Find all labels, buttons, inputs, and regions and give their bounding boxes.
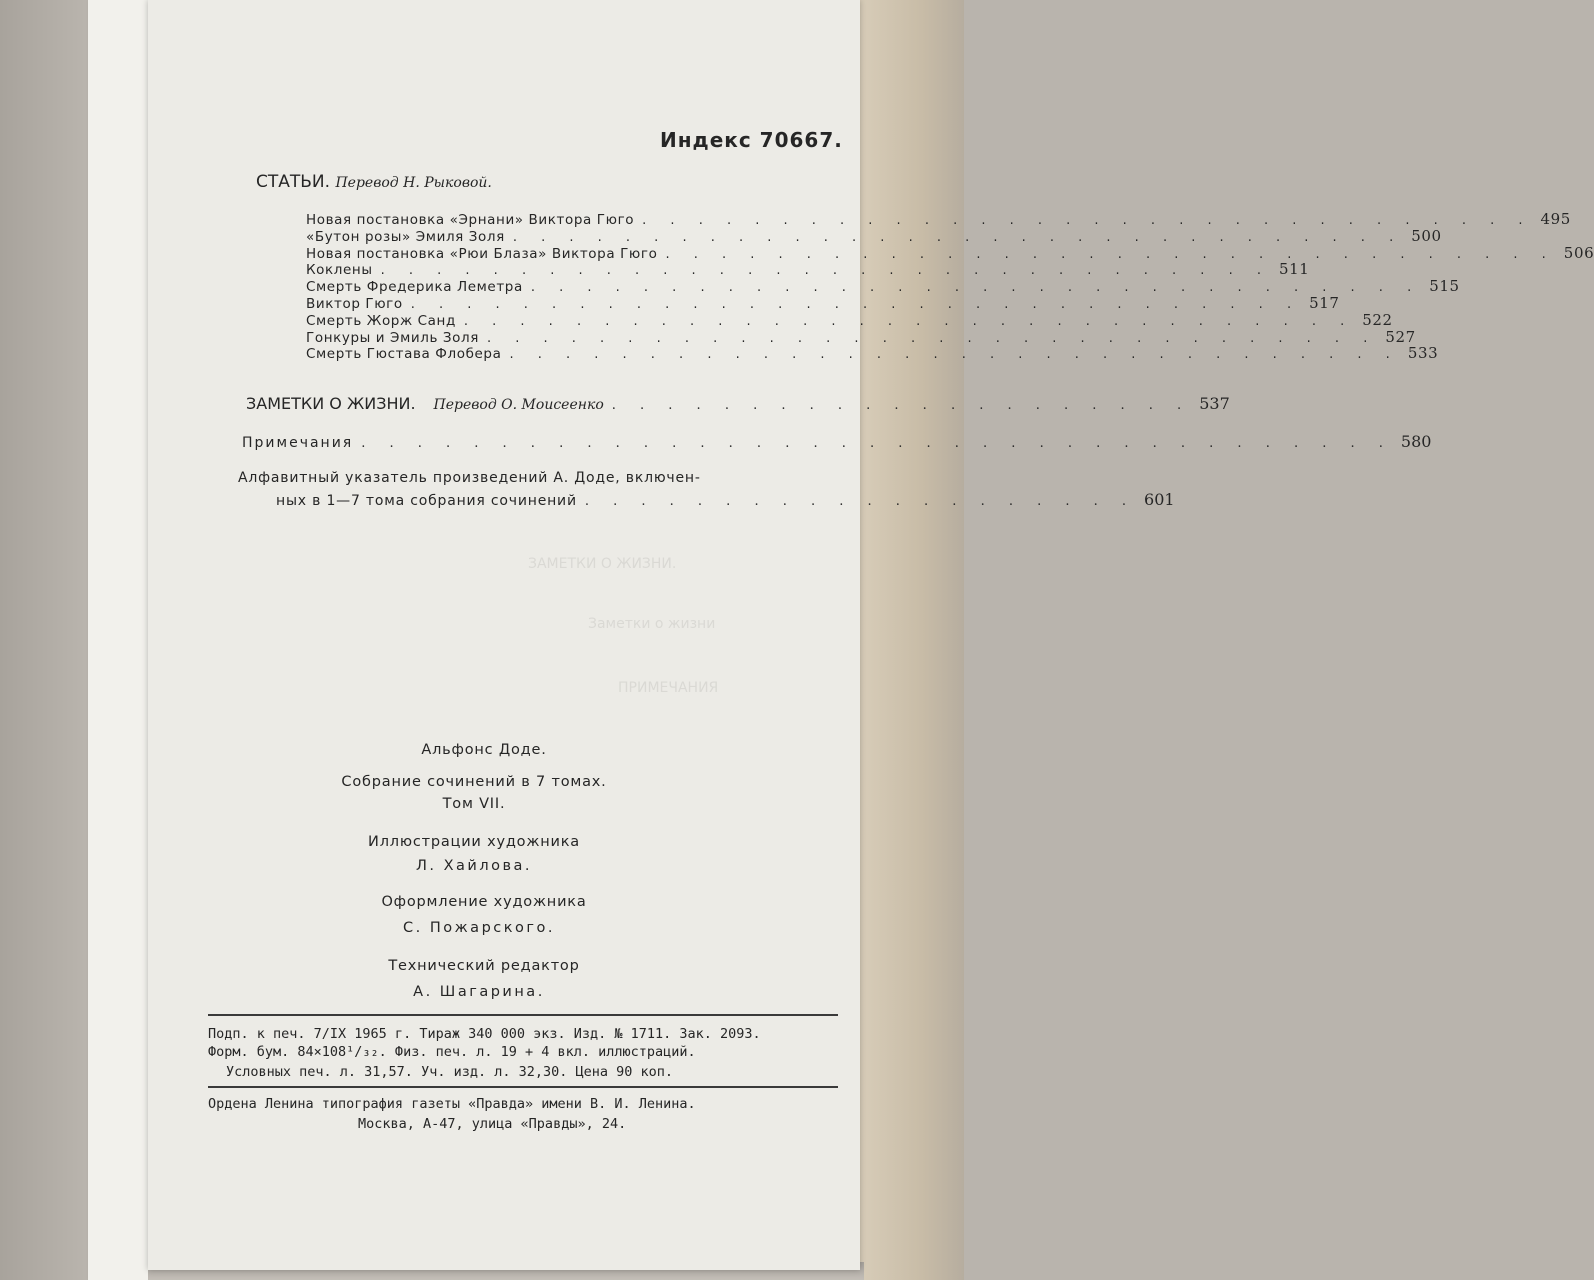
dot-leader: . . . . . . . . . . . . . . . . . . . . . . . . . . . . . . . . <box>486 330 1378 346</box>
toc-entry <box>306 310 1393 329</box>
toc-entry-title: Новая постановка «Рюи Блаза» Виктора Гюго <box>306 245 658 262</box>
toc-entry <box>306 344 1439 363</box>
dot-leader: . . . . . . . . . . . . . . . . . . . . . . . . . . . . . . . . . . . . . <box>361 436 1393 451</box>
toc-entry-title: Смерть Жорж Санд <box>306 312 456 329</box>
dot-leader: . . . . . . . . . . . . . . . . . . . . . . . . . . . . . . . . <box>410 296 1302 312</box>
dot-leader: . . . . . . . . . . . . . . . . . . . . . . . . . . . . . . . . <box>642 213 1533 228</box>
toc-entry-page: 515 <box>1429 277 1460 296</box>
articles-heading <box>256 172 492 192</box>
imprint-collection: Собрание сочинений в 7 томах. <box>341 774 607 790</box>
alpha-index-page: 601 <box>1144 490 1175 509</box>
toc-entry <box>306 293 1340 312</box>
imprint-tech-editor: А. Шагарина. <box>413 984 545 1000</box>
dot-leader: . . . . . . . . . . . . . . . . . . . . . . . . . . . . . . . . <box>512 229 1404 245</box>
pub-line-1-text: Подп. к печ. 7/IX 1965 г. Тираж 340 000 экз. Изд. № 1711. Зак. 2093. <box>208 1026 761 1042</box>
toc-entry-page: 517 <box>1309 293 1340 312</box>
book-edge <box>858 0 964 1280</box>
toc-entry-title: «Бутон розы» Эмиля Золя <box>306 228 505 245</box>
imprint-volume: Том VII. <box>442 796 506 812</box>
divider-bottom <box>208 1086 838 1088</box>
dot-leader: . . . . . . . . . . . . . . . . . . . . . . . . . . . . . . . . <box>530 280 1422 296</box>
toc-entry-page: 522 <box>1362 310 1393 329</box>
pub-line-1 <box>208 1026 838 1042</box>
life-notes-title: ЗАМЕТКИ О ЖИЗНИ. <box>246 394 416 413</box>
pub-line-2: Форм. бум. 84×108¹/₃₂. Физ. печ. л. 19 + 4 вкл. иллюстраций. <box>208 1044 696 1060</box>
toc-entry-title: Виктор Гюго <box>306 295 403 312</box>
articles-list <box>306 210 1594 363</box>
alpha-index-line1: Алфавитный указатель произведений А. Доде, включен- <box>238 470 701 486</box>
notes-page: 580 <box>1400 432 1432 451</box>
toc-entry-title: Гонкуры и Эмиль Золя <box>306 329 479 346</box>
toc-entry-title: Смерть Гюстава Флобера <box>306 346 502 363</box>
toc-entry-notes <box>242 432 1432 451</box>
toc-entry-page: 511 <box>1278 260 1310 279</box>
imprint-illustrator: Л. Хайлова. <box>415 858 533 874</box>
toc-entry <box>306 226 1442 245</box>
dot-leader: . . . . . . . . . . . . . . . . . . . . <box>584 494 1137 509</box>
toc-entry-title: Смерть Фредерика Леметра <box>306 279 523 296</box>
toc-entry-alpha-index <box>276 490 1175 509</box>
dot-leader: . . . . . . . . . . . . . . . . . . . . . . . . . . . . . . . . <box>380 263 1271 279</box>
dot-leader: . . . . . . . . . . . . . . . . . . . . . . . . . . . . . . . . <box>509 347 1400 363</box>
printer-line-1: Ордена Ленина типография газеты «Правда» имени В. И. Ленина. <box>208 1096 696 1112</box>
toc-entry-page: 495 <box>1540 210 1571 228</box>
index-number: Индекс 70667. <box>660 128 843 152</box>
articles-title: СТАТЬИ. <box>256 172 331 192</box>
printer-line-2: Москва, А-47, улица «Правды», 24. <box>358 1116 627 1132</box>
dot-leader: . . . . . . . . . . . . . . . . . . . . . . . . . . . . . . . . <box>463 313 1355 329</box>
book-page: ЗАМЕТКИ О ЖИЗНИ. Заметки о жизни ПРИМЕЧАНИЯ Индекс 70667. СТАТЬИ. Перевод Н. Рыковой. Новая постановка «Эрнани» Виктора Гюго . . . . . . . . . . . . . . . . . . . . . . . . . . . . . . . . 495 «Бутон розы» Эмиля Золя . . . . . . . . . . . . . . . . . . . . . . . . . . . . . . . . 500 Новая постановка «Рюи Блаза» Виктора Гюго . . . . . . . . . . . . . . . . . . . . . . . . . . . . . . . . 506 Коклены . . . . . . . . . . . . . . . . . . . . . . . . . . . . . . . . 511 Смерть Фредерика Леметра . . . . . . . . . . . . . . . . . . . . . . . . . . . . . . . . 515 Виктор Гюго . . . . . . . . . . . . . . . . . . . . . . . . . . . . . . . . 517 Смерть Жорж Санд . . . . . . . . . . . . . . . . . . . . . . . . . . . . . . . . 522 Гонкуры и Эмиль Золя . . . . . . . . . . . . . . . . . . . . . . . . . . . . . . . . 527 Смерть Гюстава Флобера . . . . . . . . . . . . . . . . . . . . . . . . . . . . . . . . 533 ЗАМЕТКИ О ЖИЗНИ. Перевод О. Моисеенко . . . . . . . . . . . . . . . . . . . . . 537 Примечания . . . . . . . . . . . . . . . . . . . . . . . . . . . . . . . . . . . . . 580 Алфавитный указатель произведений А. Доде, включен- ных в 1—7 тома собрания сочинений . . . . . . . . . . . . . . . . . . . . 601 <box>148 0 860 1270</box>
life-notes-translator: Перевод О. Моисеенко <box>433 397 604 413</box>
toc-entry-title: Коклены <box>306 262 373 279</box>
divider-top <box>208 1014 838 1016</box>
toc-entry-page: 500 <box>1411 226 1442 245</box>
toc-entry-page: 533 <box>1407 344 1439 363</box>
imprint-author: Альфонс Доде. <box>421 742 547 758</box>
imprint-design-label: Оформление художника <box>381 894 587 910</box>
toc-entry-page: 527 <box>1385 327 1416 346</box>
toc-entry <box>306 210 1571 228</box>
notes-title: Примечания <box>242 435 354 451</box>
imprint-tech-editor-label: Технический редактор <box>388 958 580 974</box>
toc-entry <box>306 327 1416 346</box>
dot-leader: . . . . . . . . . . . . . . . . . . . . . <box>611 398 1192 413</box>
dot-leader: . . . . . . . . . . . . . . . . . . . . . . . . . . . . . . . . <box>665 246 1556 262</box>
pub-line-3: Условных печ. л. 31,57. Уч. изд. л. 32,30. Цена 90 коп. <box>226 1064 674 1080</box>
toc-entry-life-notes <box>246 394 1230 413</box>
toc-entry <box>306 260 1310 279</box>
alpha-index-line2: ных в 1—7 тома собрания сочинений <box>276 493 577 509</box>
toc-entry-page: 506 <box>1563 243 1594 262</box>
life-notes-page: 537 <box>1199 394 1230 413</box>
imprint-designer: С. Пожарского. <box>403 920 555 936</box>
imprint-illustrations-label: Иллюстрации художника <box>368 834 580 850</box>
toc-entry-title: Новая постановка «Эрнани» Виктора Гюго <box>306 212 635 228</box>
toc-entry <box>306 277 1460 296</box>
articles-translator: Перевод Н. Рыковой. <box>335 175 492 191</box>
toc-entry <box>306 243 1594 262</box>
